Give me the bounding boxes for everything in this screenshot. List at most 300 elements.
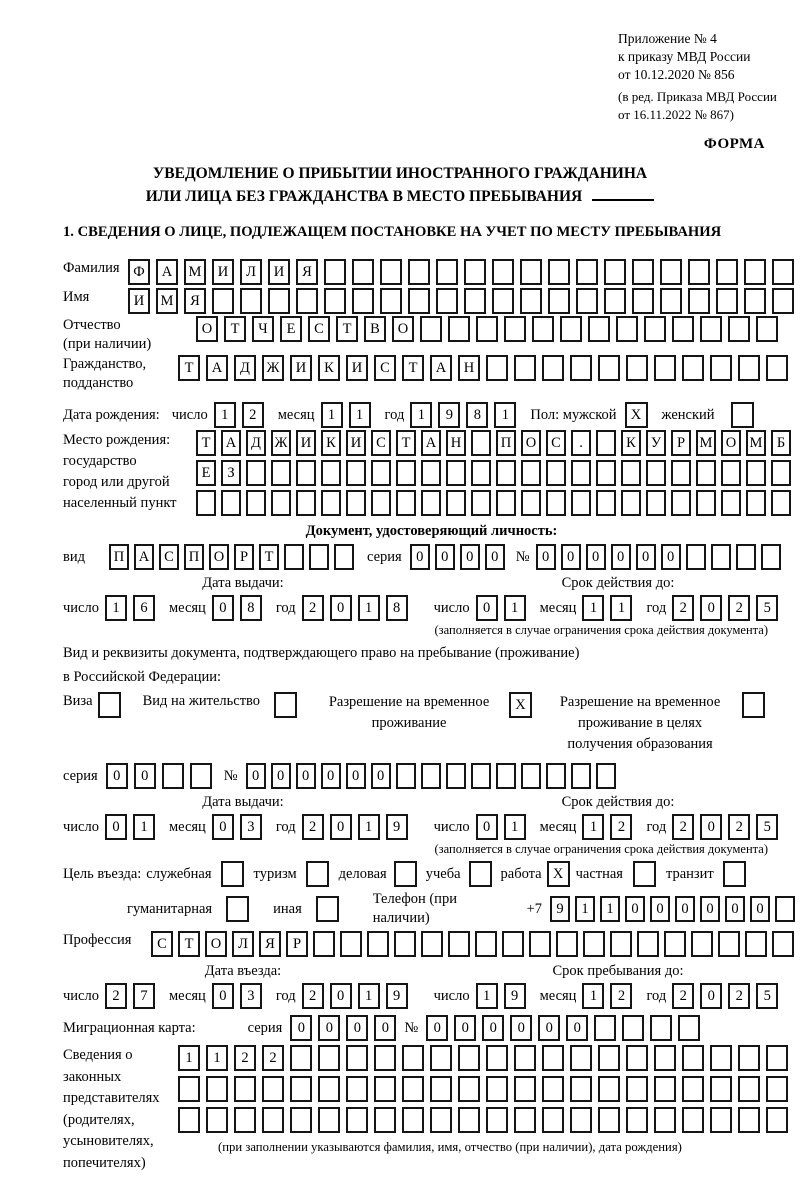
char-box[interactable] bbox=[664, 931, 686, 957]
char-box[interactable] bbox=[430, 1045, 452, 1071]
char-box[interactable]: Я bbox=[259, 931, 281, 957]
char-box[interactable] bbox=[716, 288, 738, 314]
char-box[interactable]: 0 bbox=[700, 814, 722, 840]
char-box[interactable] bbox=[746, 490, 766, 516]
char-box[interactable] bbox=[486, 1076, 508, 1102]
char-box[interactable] bbox=[682, 355, 704, 381]
char-box[interactable]: 0 bbox=[482, 1015, 504, 1041]
char-box[interactable] bbox=[471, 460, 491, 486]
char-box[interactable]: 0 bbox=[330, 983, 352, 1009]
char-box[interactable] bbox=[542, 1076, 564, 1102]
char-box[interactable]: 9 bbox=[438, 402, 460, 428]
char-box[interactable]: 0 bbox=[460, 544, 480, 570]
char-box[interactable]: А bbox=[421, 430, 441, 456]
char-box[interactable] bbox=[571, 490, 591, 516]
char-box[interactable]: 0 bbox=[410, 544, 430, 570]
char-box[interactable] bbox=[570, 1045, 592, 1071]
char-box[interactable] bbox=[604, 259, 626, 285]
char-box[interactable] bbox=[671, 460, 691, 486]
char-box[interactable]: О bbox=[205, 931, 227, 957]
char-box[interactable]: 2 bbox=[610, 983, 632, 1009]
char-box[interactable]: А bbox=[221, 430, 241, 456]
char-box[interactable]: 0 bbox=[212, 814, 234, 840]
char-box[interactable]: 0 bbox=[330, 814, 352, 840]
char-box[interactable] bbox=[346, 1045, 368, 1071]
char-box[interactable] bbox=[446, 763, 466, 789]
char-box[interactable] bbox=[594, 1015, 616, 1041]
purpose-tourism-checkbox[interactable] bbox=[306, 861, 329, 887]
char-box[interactable]: 1 bbox=[358, 983, 380, 1009]
char-box[interactable] bbox=[371, 460, 391, 486]
char-box[interactable] bbox=[570, 355, 592, 381]
char-box[interactable]: Д bbox=[246, 430, 266, 456]
char-box[interactable] bbox=[761, 544, 781, 570]
char-box[interactable]: 1 bbox=[178, 1045, 200, 1071]
char-box[interactable]: Ф bbox=[128, 259, 150, 285]
char-box[interactable] bbox=[334, 544, 354, 570]
char-box[interactable] bbox=[290, 1045, 312, 1071]
char-box[interactable] bbox=[324, 259, 346, 285]
char-box[interactable] bbox=[402, 1076, 424, 1102]
char-box[interactable] bbox=[598, 1076, 620, 1102]
char-box[interactable]: Т bbox=[224, 316, 246, 342]
char-box[interactable] bbox=[458, 1045, 480, 1071]
char-box[interactable] bbox=[626, 355, 648, 381]
char-box[interactable]: 5 bbox=[756, 814, 778, 840]
char-box[interactable] bbox=[352, 259, 374, 285]
char-box[interactable]: Д bbox=[234, 355, 256, 381]
char-box[interactable] bbox=[532, 316, 554, 342]
char-box[interactable] bbox=[367, 931, 389, 957]
char-box[interactable] bbox=[371, 490, 391, 516]
purpose-humanitarian-checkbox[interactable] bbox=[226, 896, 249, 922]
char-box[interactable]: 8 bbox=[386, 595, 408, 621]
char-box[interactable]: 2 bbox=[262, 1045, 284, 1071]
char-box[interactable]: И bbox=[212, 259, 234, 285]
purpose-official-checkbox[interactable] bbox=[221, 861, 244, 887]
char-box[interactable] bbox=[736, 544, 756, 570]
char-box[interactable]: 1 bbox=[349, 402, 371, 428]
purpose-other-checkbox[interactable] bbox=[316, 896, 339, 922]
char-box[interactable] bbox=[290, 1107, 312, 1133]
char-box[interactable] bbox=[271, 490, 291, 516]
char-box[interactable] bbox=[296, 460, 316, 486]
char-box[interactable] bbox=[546, 490, 566, 516]
char-box[interactable] bbox=[246, 490, 266, 516]
char-box[interactable] bbox=[318, 1045, 340, 1071]
char-box[interactable]: 2 bbox=[728, 814, 750, 840]
char-box[interactable] bbox=[682, 1076, 704, 1102]
char-box[interactable] bbox=[396, 763, 416, 789]
char-box[interactable] bbox=[430, 1076, 452, 1102]
char-box[interactable] bbox=[546, 763, 566, 789]
char-box[interactable]: 9 bbox=[504, 983, 526, 1009]
char-box[interactable]: 0 bbox=[426, 1015, 448, 1041]
char-box[interactable]: 1 bbox=[582, 814, 604, 840]
char-box[interactable]: Р bbox=[234, 544, 254, 570]
char-box[interactable]: О bbox=[196, 316, 218, 342]
char-box[interactable] bbox=[352, 288, 374, 314]
char-box[interactable]: 0 bbox=[435, 544, 455, 570]
char-box[interactable] bbox=[196, 490, 216, 516]
char-box[interactable]: 2 bbox=[234, 1045, 256, 1071]
char-box[interactable]: 2 bbox=[672, 983, 694, 1009]
char-box[interactable] bbox=[654, 1076, 676, 1102]
char-box[interactable] bbox=[464, 288, 486, 314]
char-box[interactable] bbox=[446, 460, 466, 486]
char-box[interactable]: А bbox=[134, 544, 154, 570]
char-box[interactable]: 0 bbox=[212, 983, 234, 1009]
char-box[interactable] bbox=[682, 1107, 704, 1133]
char-box[interactable]: 0 bbox=[485, 544, 505, 570]
char-box[interactable] bbox=[448, 931, 470, 957]
char-box[interactable]: 0 bbox=[374, 1015, 396, 1041]
char-box[interactable] bbox=[471, 490, 491, 516]
char-box[interactable] bbox=[206, 1076, 228, 1102]
char-box[interactable] bbox=[234, 1107, 256, 1133]
char-box[interactable]: 0 bbox=[296, 763, 316, 789]
char-box[interactable] bbox=[632, 288, 654, 314]
char-box[interactable] bbox=[430, 1107, 452, 1133]
char-box[interactable]: 2 bbox=[242, 402, 264, 428]
char-box[interactable]: 0 bbox=[290, 1015, 312, 1041]
char-box[interactable] bbox=[771, 490, 791, 516]
char-box[interactable] bbox=[621, 460, 641, 486]
char-box[interactable] bbox=[738, 1076, 760, 1102]
char-box[interactable]: 0 bbox=[476, 595, 498, 621]
char-box[interactable]: Р bbox=[671, 430, 691, 456]
char-box[interactable]: 0 bbox=[750, 896, 770, 922]
char-box[interactable]: С bbox=[308, 316, 330, 342]
char-box[interactable] bbox=[486, 355, 508, 381]
char-box[interactable]: С bbox=[151, 931, 173, 957]
char-box[interactable]: Т bbox=[402, 355, 424, 381]
char-box[interactable] bbox=[346, 1107, 368, 1133]
char-box[interactable]: 0 bbox=[321, 763, 341, 789]
char-box[interactable] bbox=[514, 355, 536, 381]
char-box[interactable]: 8 bbox=[240, 595, 262, 621]
char-box[interactable]: 0 bbox=[371, 763, 391, 789]
char-box[interactable] bbox=[402, 1107, 424, 1133]
char-box[interactable] bbox=[221, 490, 241, 516]
char-box[interactable]: 0 bbox=[611, 544, 631, 570]
char-box[interactable]: Т bbox=[178, 355, 200, 381]
char-box[interactable] bbox=[458, 1076, 480, 1102]
char-box[interactable] bbox=[271, 460, 291, 486]
char-box[interactable]: И bbox=[128, 288, 150, 314]
char-box[interactable] bbox=[583, 931, 605, 957]
char-box[interactable]: 5 bbox=[756, 595, 778, 621]
char-box[interactable]: 7 bbox=[133, 983, 155, 1009]
char-box[interactable]: 0 bbox=[106, 763, 128, 789]
char-box[interactable] bbox=[654, 355, 676, 381]
char-box[interactable]: О bbox=[721, 430, 741, 456]
char-box[interactable] bbox=[570, 1107, 592, 1133]
char-box[interactable]: Б bbox=[771, 430, 791, 456]
char-box[interactable]: 1 bbox=[610, 595, 632, 621]
char-box[interactable]: Н bbox=[458, 355, 480, 381]
char-box[interactable]: 0 bbox=[476, 814, 498, 840]
char-box[interactable]: 9 bbox=[386, 814, 408, 840]
char-box[interactable]: Е bbox=[196, 460, 216, 486]
char-box[interactable] bbox=[542, 1045, 564, 1071]
char-box[interactable] bbox=[626, 1045, 648, 1071]
char-box[interactable]: Т bbox=[259, 544, 279, 570]
char-box[interactable] bbox=[520, 288, 542, 314]
char-box[interactable] bbox=[374, 1076, 396, 1102]
char-box[interactable] bbox=[178, 1076, 200, 1102]
char-box[interactable]: Т bbox=[196, 430, 216, 456]
char-box[interactable] bbox=[464, 259, 486, 285]
char-box[interactable]: Ж bbox=[271, 430, 291, 456]
char-box[interactable] bbox=[696, 490, 716, 516]
char-box[interactable] bbox=[309, 544, 329, 570]
purpose-transit-checkbox[interactable] bbox=[723, 861, 746, 887]
char-box[interactable] bbox=[571, 763, 591, 789]
char-box[interactable] bbox=[396, 490, 416, 516]
char-box[interactable] bbox=[234, 1076, 256, 1102]
purpose-work-checkbox[interactable]: X bbox=[547, 861, 570, 887]
char-box[interactable]: Л bbox=[232, 931, 254, 957]
char-box[interactable] bbox=[324, 288, 346, 314]
char-box[interactable]: 0 bbox=[318, 1015, 340, 1041]
char-box[interactable] bbox=[772, 288, 794, 314]
char-box[interactable]: 2 bbox=[672, 595, 694, 621]
char-box[interactable] bbox=[162, 763, 184, 789]
char-box[interactable] bbox=[486, 1045, 508, 1071]
char-box[interactable]: 2 bbox=[610, 814, 632, 840]
char-box[interactable] bbox=[290, 1076, 312, 1102]
char-box[interactable]: 1 bbox=[600, 896, 620, 922]
char-box[interactable]: С bbox=[374, 355, 396, 381]
char-box[interactable]: С bbox=[546, 430, 566, 456]
char-box[interactable]: 3 bbox=[240, 814, 262, 840]
char-box[interactable] bbox=[621, 490, 641, 516]
char-box[interactable] bbox=[654, 1045, 676, 1071]
char-box[interactable] bbox=[710, 1045, 732, 1071]
char-box[interactable] bbox=[721, 460, 741, 486]
char-box[interactable]: 0 bbox=[700, 983, 722, 1009]
char-box[interactable]: 0 bbox=[636, 544, 656, 570]
char-box[interactable] bbox=[486, 1107, 508, 1133]
char-box[interactable] bbox=[190, 763, 212, 789]
char-box[interactable] bbox=[660, 288, 682, 314]
char-box[interactable]: Т bbox=[396, 430, 416, 456]
char-box[interactable] bbox=[746, 460, 766, 486]
char-box[interactable]: 9 bbox=[550, 896, 570, 922]
char-box[interactable]: 8 bbox=[466, 402, 488, 428]
char-box[interactable] bbox=[514, 1045, 536, 1071]
char-box[interactable]: С bbox=[159, 544, 179, 570]
char-box[interactable] bbox=[775, 896, 795, 922]
char-box[interactable] bbox=[542, 1107, 564, 1133]
char-box[interactable] bbox=[710, 355, 732, 381]
char-box[interactable] bbox=[346, 1076, 368, 1102]
char-box[interactable]: Ч bbox=[252, 316, 274, 342]
char-box[interactable]: Р bbox=[286, 931, 308, 957]
purpose-study-checkbox[interactable] bbox=[469, 861, 492, 887]
char-box[interactable] bbox=[588, 316, 610, 342]
char-box[interactable] bbox=[492, 288, 514, 314]
char-box[interactable]: Т bbox=[336, 316, 358, 342]
char-box[interactable] bbox=[520, 259, 542, 285]
char-box[interactable]: 1 bbox=[494, 402, 516, 428]
char-box[interactable] bbox=[596, 763, 616, 789]
char-box[interactable] bbox=[738, 355, 760, 381]
char-box[interactable] bbox=[766, 1076, 788, 1102]
char-box[interactable]: 2 bbox=[672, 814, 694, 840]
char-box[interactable] bbox=[318, 1076, 340, 1102]
char-box[interactable]: 1 bbox=[504, 595, 526, 621]
char-box[interactable] bbox=[548, 288, 570, 314]
char-box[interactable]: 0 bbox=[134, 763, 156, 789]
char-box[interactable] bbox=[313, 931, 335, 957]
char-box[interactable] bbox=[421, 931, 443, 957]
char-box[interactable] bbox=[178, 1107, 200, 1133]
char-box[interactable]: Е bbox=[280, 316, 302, 342]
char-box[interactable] bbox=[738, 1045, 760, 1071]
char-box[interactable] bbox=[596, 490, 616, 516]
char-box[interactable]: С bbox=[371, 430, 391, 456]
char-box[interactable] bbox=[262, 1076, 284, 1102]
char-box[interactable] bbox=[596, 430, 616, 456]
char-box[interactable] bbox=[346, 490, 366, 516]
char-box[interactable] bbox=[556, 931, 578, 957]
char-box[interactable] bbox=[646, 460, 666, 486]
char-box[interactable]: 0 bbox=[625, 896, 645, 922]
char-box[interactable] bbox=[514, 1107, 536, 1133]
char-box[interactable] bbox=[644, 316, 666, 342]
char-box[interactable] bbox=[521, 460, 541, 486]
char-box[interactable]: П bbox=[184, 544, 204, 570]
char-box[interactable] bbox=[604, 288, 626, 314]
char-box[interactable] bbox=[716, 259, 738, 285]
char-box[interactable]: Н bbox=[446, 430, 466, 456]
char-box[interactable] bbox=[340, 931, 362, 957]
char-box[interactable] bbox=[374, 1045, 396, 1071]
char-box[interactable] bbox=[458, 1107, 480, 1133]
char-box[interactable]: 0 bbox=[650, 896, 670, 922]
char-box[interactable] bbox=[560, 316, 582, 342]
char-box[interactable] bbox=[718, 931, 740, 957]
char-box[interactable] bbox=[598, 355, 620, 381]
char-box[interactable]: 0 bbox=[700, 896, 720, 922]
char-box[interactable] bbox=[700, 316, 722, 342]
char-box[interactable]: 2 bbox=[728, 983, 750, 1009]
char-box[interactable] bbox=[571, 460, 591, 486]
char-box[interactable]: 2 bbox=[728, 595, 750, 621]
char-box[interactable] bbox=[650, 1015, 672, 1041]
char-box[interactable]: 0 bbox=[725, 896, 745, 922]
sex-male-checkbox[interactable]: X bbox=[625, 402, 648, 428]
char-box[interactable] bbox=[596, 460, 616, 486]
char-box[interactable] bbox=[502, 931, 524, 957]
visa-checkbox[interactable] bbox=[98, 692, 121, 718]
char-box[interactable] bbox=[654, 1107, 676, 1133]
char-box[interactable]: Л bbox=[240, 259, 262, 285]
char-box[interactable] bbox=[772, 259, 794, 285]
sex-female-checkbox[interactable] bbox=[731, 402, 754, 428]
char-box[interactable] bbox=[744, 288, 766, 314]
char-box[interactable]: И bbox=[346, 430, 366, 456]
char-box[interactable]: 0 bbox=[105, 814, 127, 840]
char-box[interactable]: Т bbox=[178, 931, 200, 957]
char-box[interactable]: 0 bbox=[454, 1015, 476, 1041]
char-box[interactable] bbox=[738, 1107, 760, 1133]
char-box[interactable]: 0 bbox=[561, 544, 581, 570]
char-box[interactable]: А bbox=[206, 355, 228, 381]
char-box[interactable]: П bbox=[496, 430, 516, 456]
char-box[interactable]: 1 bbox=[133, 814, 155, 840]
char-box[interactable]: 1 bbox=[582, 983, 604, 1009]
char-box[interactable]: 2 bbox=[105, 983, 127, 1009]
char-box[interactable]: О bbox=[521, 430, 541, 456]
char-box[interactable]: 2 bbox=[302, 595, 324, 621]
char-box[interactable] bbox=[744, 259, 766, 285]
char-box[interactable] bbox=[686, 544, 706, 570]
char-box[interactable]: М bbox=[746, 430, 766, 456]
char-box[interactable]: 9 bbox=[386, 983, 408, 1009]
char-box[interactable] bbox=[374, 1107, 396, 1133]
char-box[interactable]: Я bbox=[296, 259, 318, 285]
char-box[interactable] bbox=[710, 1076, 732, 1102]
char-box[interactable] bbox=[421, 460, 441, 486]
char-box[interactable] bbox=[576, 288, 598, 314]
char-box[interactable]: 0 bbox=[566, 1015, 588, 1041]
char-box[interactable] bbox=[622, 1015, 644, 1041]
char-box[interactable] bbox=[318, 1107, 340, 1133]
char-box[interactable] bbox=[402, 1045, 424, 1071]
char-box[interactable] bbox=[637, 931, 659, 957]
char-box[interactable] bbox=[268, 288, 290, 314]
edu-permit-checkbox[interactable] bbox=[742, 692, 765, 718]
char-box[interactable] bbox=[496, 460, 516, 486]
char-box[interactable]: М bbox=[696, 430, 716, 456]
char-box[interactable] bbox=[626, 1107, 648, 1133]
char-box[interactable]: 1 bbox=[582, 595, 604, 621]
char-box[interactable] bbox=[436, 288, 458, 314]
char-box[interactable] bbox=[646, 490, 666, 516]
char-box[interactable] bbox=[632, 259, 654, 285]
char-box[interactable]: 1 bbox=[504, 814, 526, 840]
char-box[interactable]: 0 bbox=[346, 763, 366, 789]
char-box[interactable] bbox=[660, 259, 682, 285]
char-box[interactable] bbox=[476, 316, 498, 342]
char-box[interactable] bbox=[682, 1045, 704, 1071]
char-box[interactable] bbox=[542, 355, 564, 381]
char-box[interactable]: 1 bbox=[575, 896, 595, 922]
purpose-business-checkbox[interactable] bbox=[394, 861, 417, 887]
char-box[interactable] bbox=[598, 1045, 620, 1071]
char-box[interactable]: 0 bbox=[661, 544, 681, 570]
char-box[interactable] bbox=[626, 1076, 648, 1102]
char-box[interactable] bbox=[710, 1107, 732, 1133]
char-box[interactable] bbox=[672, 316, 694, 342]
char-box[interactable]: Ж bbox=[262, 355, 284, 381]
char-box[interactable]: 1 bbox=[358, 814, 380, 840]
char-box[interactable] bbox=[521, 490, 541, 516]
char-box[interactable] bbox=[745, 931, 767, 957]
char-box[interactable] bbox=[688, 259, 710, 285]
char-box[interactable] bbox=[548, 259, 570, 285]
char-box[interactable]: М bbox=[156, 288, 178, 314]
char-box[interactable] bbox=[610, 931, 632, 957]
char-box[interactable] bbox=[678, 1015, 700, 1041]
char-box[interactable] bbox=[420, 316, 442, 342]
char-box[interactable]: В bbox=[364, 316, 386, 342]
char-box[interactable]: 6 bbox=[133, 595, 155, 621]
char-box[interactable]: Я bbox=[184, 288, 206, 314]
